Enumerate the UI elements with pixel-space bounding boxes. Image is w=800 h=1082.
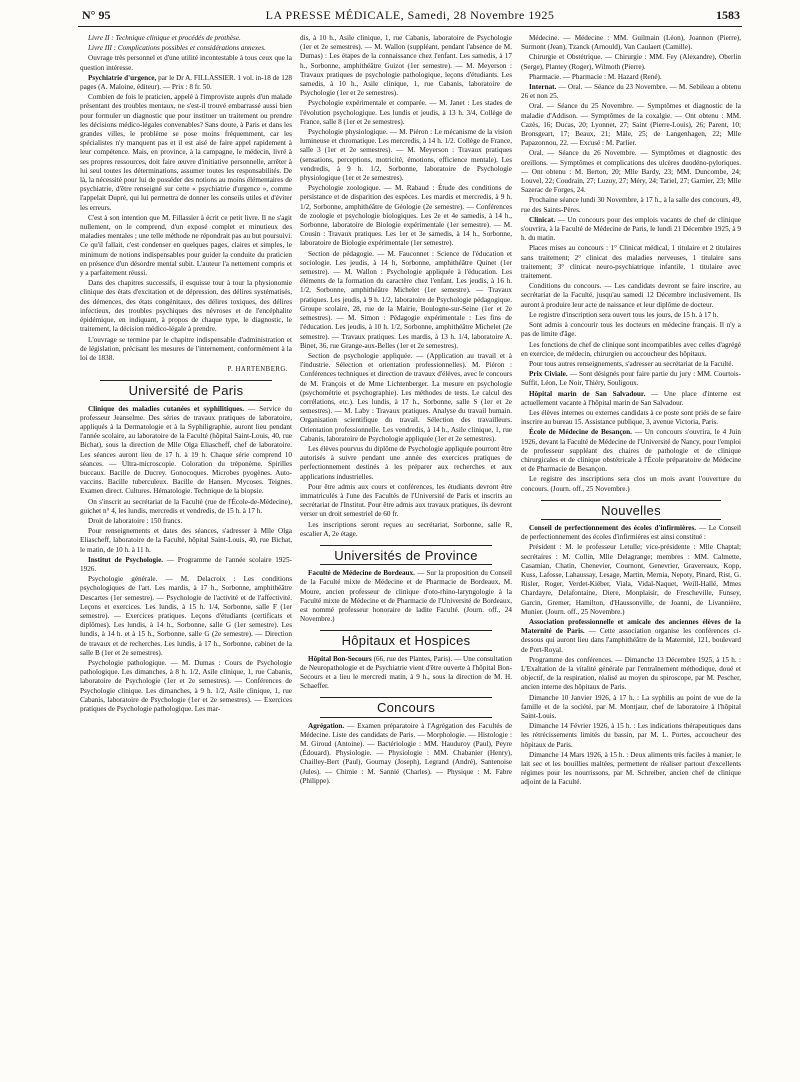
section-rule bbox=[320, 717, 492, 718]
news-item-title: Agrégation. bbox=[308, 721, 345, 730]
news-paragraph: Conditions du concours. — Les candidats devront se faire inscrire, au secrétariat de la Faculté, jusqu'au samedi 12 Décembre inclusivement. Ils auront à produire leur acte de naissance et leur diplôme de docteur. bbox=[521, 282, 741, 309]
news-paragraph: Dimanche 14 Mars 1926, à 15 h. : Deux aliments très faciles à manier, le lait sec et les bouillies maltées, permettent de réaliser partout d'excellents régimes pour les nourrissons, par M. Schreiber, ancien chef de clinique adjoint de la Faculté. bbox=[521, 750, 741, 787]
news-paragraph: Oral. — Séance du 25 Novembre. — Symptômes et diagnostic de la maladie d'Addison. — Symptômes de la coxalgie. — Ont obtenu : MM. Cazès, 16; Ducas, 20; Lyonnet, 27; Saint (Pierre-Louis), 26; Parent, 10; Bronsgeart, 17; Beaux, 21; Mâle, 25; de Langenhagen, 22; Mlle Papazonnou, 22. — Excusé : M. Parlier. bbox=[521, 102, 741, 148]
news-paragraph: Dimanche 14 Février 1926, à 15 h. : Les indications thérapeutiques dans les rétrécissements limités du bassin, par M. L. Portes, accoucheur des hôpitaux de Paris. bbox=[521, 722, 741, 749]
news-paragraph: Les élèves pourvus du diplôme de Psychologie appliquée pourront être autorisés à suivre pendant une année des exercices pratiques de perfectionnement destinés à les préparer aux recherches et aux applications industrielles. bbox=[300, 444, 512, 481]
review-paragraph: Combien de fois le praticien, appelé à l'improviste auprès d'un malade présentant des troubles mentaux, ne s'est-il trouvé embarrassé aussi bien pour formuler un diagnostic que pour instituer un traitement ou prendre les décisions médico-légales convenables? Sans doute, à Paris et dans les grandes villes, le problème se pose moins fréquemment, car les spécialistes n'y manquent pas et il est aisé de faire appel rapidement à leur compétence. Mais, en province, à la campagne, le médecin, livré à ses propres ressources, doit faire œuvre d'initiative personnelle, arrêter à lui seul toutes les déterminations, assumer toutes les responsabilités. De là, la nécessité pour lui de posséder des notions au moins élémentaires de psychiatrie, d'être renseigné sur cette « psychiatrie d'urgence », comme l'appelait Dupré, qui lui permettra de donner les conseils utiles et d'éviter les erreurs. bbox=[80, 93, 292, 212]
column-3 bbox=[521, 34, 741, 1074]
news-paragraph: Psychologie physiologique. — M. Piéron : Le mécanisme de la vision lumineuse et chromatique. Les mercredis, à 14 h. 1/2. Collège de France, salle 3 (1er et 2e semestres). — M. Meyerson : Travaux pratiques (sensations, perceptions, motricité, émotions, efficience mentale). Les vendredis, à 9 h. 1/2, Sorbonne, laboratoire de Psychologie physiologique (1er et 2e semestres). bbox=[300, 128, 512, 183]
news-item bbox=[521, 370, 741, 388]
news-item bbox=[300, 722, 512, 786]
issue-number: N° 95 bbox=[82, 8, 111, 22]
section-title: Concours bbox=[376, 700, 436, 716]
news-paragraph: Psychologie générale. — M. Delacroix : Les conditions psychologiques de l'art. Les mardis, à 17 h., Sorbonne, amphithéâtre Descartes (1er semestre). — Psychologie de l'activité et de l'affectivité. Leçons et exercices. Les lundis, à 15 h. 1/4, Sorbonne, salle F (1er semestre). — Exercices pratiques. Leçons d'étudiants (certificats et diplômes). Les lundis, à 14 h., Sorbonne, salle G (1er semestre). Les lundis, à 14 h. et à 15 h., Sorbonne, salle G (2e semestre). — Direction de travaux et de recherches. Les lundis, à 17 h., Sorbonne, cabinet de la salle B (1er et 2e semestres). bbox=[80, 575, 292, 657]
column-2 bbox=[300, 34, 512, 1074]
news-paragraph: Président : M. le professeur Letulle; vice-présidente : Mlle Chaptal; secrétaires : M. Collin, Mlle Delagrange; membres : MM. Calmette, Casamian, Chatin, Chenevier, Cournont, Genevrier, Gravereaux, Kopp, Kuss, Lafosse, Lahaussay, Lesage, Martin, Mernia, Nepoty, Pinard, Rist, G. Risler, Roger, Verdet-Kiéber, Viala, Vidal-Naquet, Weill-Hallé, Mmes Chardayre, Delafontaine, Diere, Monplaisir, de Frescheville, Funsey, Garcin, Gremer, Hamilton, d'Haussonville, de Joanni, de Livannière, Munier. (Journ. off., 25 Novembre.) bbox=[521, 543, 741, 616]
news-item-title: Conseil de perfectionnement des écoles d'infirmières. bbox=[529, 523, 697, 532]
section-title: Université de Paris bbox=[128, 383, 244, 399]
news-item-body: (66, rue des Plantes, Paris). — Une consultation de Neuropathologie et de Psychiatrie vient d'être ouverte à l'hôpital Bon-Secours et a lieu le mercredi matin, à 9 h., sous la direction de M. H. Schaeffer. bbox=[300, 654, 512, 691]
book-part-3: Livre III : Complications possibles et considérations annexes. bbox=[88, 44, 266, 53]
news-item bbox=[80, 556, 292, 574]
news-item-title: Clinicat. bbox=[529, 215, 556, 224]
news-item-title: Clinique des maladies cutanées et syphilitiques. bbox=[88, 404, 245, 413]
news-paragraph: dis, à 10 h., Asile clinique, 1, rue Cabanis, laboratoire de Psychologie (1er et 2e semestres). — M. Wallon (suppléant, pendant l'absence de M. Dumas) : Les étapes de la connaissance chez l'enfant. Les samedis, à 17 h., Sorbonne, amphithéâtre Guizot (1er semestre). — M. Meyerson : Travaux pratiques de psychologie pathologique, leçons d'étudiants. Les samedis, à 10 h., Asile clinique, 1, rue Cabanis, laboratoire de Psychologie (1er et 2e semestres). bbox=[300, 34, 512, 98]
book-part-2: Livre II : Technique clinique et procédés de prothèse. bbox=[88, 34, 241, 42]
section-rule bbox=[100, 400, 272, 401]
news-paragraph: Le registre d'inscription sera ouvert tous les jours, de 15 h. à 17 h. bbox=[529, 310, 719, 319]
news-item-body: — Une place d'interne est actuellement vacante à l'hôpital marin de San Salvadour. bbox=[521, 389, 741, 407]
news-paragraph: Oral. — Séance du 26 Novembre. — Symptômes et diagnostic des oreillons. — Symptômes et complications des ulcères duodéno-pyloriques. — Ont obtenu : M. Berton, 20; Mlle Bardy, 23; MM. Duncombe, 24; Louvel, 22; Coudrain, 27; Luzuy, 27; Méry, 24; Tariel, 27; Garnier, 23; Mlle Sazerac de Forges, 24. bbox=[521, 149, 741, 195]
section-rule bbox=[541, 519, 721, 520]
news-paragraph: Médecine. — Médecine : MM. Guilmain (Léon), Joannon (Pierre), Surmont (Jean), Tzanck (Arnould), Van Caulaert (Camille). bbox=[521, 34, 741, 52]
news-item-title: Faculté de Médecine de Bordeaux. bbox=[308, 569, 415, 578]
section-title: Hôpitaux et Hospices bbox=[341, 633, 471, 649]
page-number: 1583 bbox=[716, 8, 740, 22]
news-paragraph: Pour être admis aux cours et conférences, les étudiants devront être immatriculés à l'une des Facultés de l'Université de Paris et inscrits au secrétariat de l'Institut. Pour être admis aux travaux pratiques, ils devront verser un droit semestriel de 60 fr. bbox=[300, 482, 512, 519]
news-paragraph: Psychologie zoologique. — M. Rabaud : Étude des conditions de persistance et de disparition des espèces. Les mardis et mercredis, à 9 h. 1/2, Sorbonne, amphithéâtre de Géologie (2e semestre). — Conférences de zoologie et psychologie biologiques. Les 2e et 4e samedis, à 14 h., Sorbonne, laboratoire de Biologie expérimentale (1er semestre). — M. Cousin : Travaux pratiques. Les 1er et 3e samedis, à 14 h., Sorbonne, laboratoire de Biologie expérimentale (1er semestre). bbox=[300, 184, 512, 248]
section-title: Universités de Province bbox=[334, 547, 478, 563]
news-item-body: — Cette association organise les conférences ci-dessous qui auront lieu dans l'amphithéâtre de la Maternité, 121, boulevard de Port-Royal. bbox=[521, 627, 741, 654]
news-item-title: Hôpital marin de San Salvadour. bbox=[529, 389, 646, 398]
header-rule bbox=[78, 26, 742, 27]
news-paragraph: Places mises au concours : 1° Clinicat médical, 1 titulaire et 2 titulaires sans traitement; 2° clinicat des maladies nerveuses, 1 titulaire sans traitement; 3° clinicat neuro-psychiatrique infantile, 1 titulaire avec traitement. bbox=[521, 244, 741, 281]
news-item-body: — Un concours s'ouvrira, le 4 Juin 1926, devant la Faculté de Médecine de l'Université de Nancy, pour l'emploi de professeur suppléant des chaires de pathologie et de clinique chirurgicales et de clinique obstétricale à l'École préparatoire de Médecine et de Pharmacie de Besançon. bbox=[521, 428, 741, 474]
review-paragraph: Ouvrage très personnel et d'une utilité incontestable à tous ceux que la question intéresse. bbox=[80, 54, 292, 72]
section-header bbox=[300, 697, 512, 717]
section-header bbox=[521, 500, 741, 520]
news-paragraph: Section de psychologie appliquée. — (Application au travail et à l'industrie. Sélection et orientation professionnelles). M. Piéron : Conférences techniques et direction de travaux d'élèves, avec le concours de M. François et de Mme Lichtenberger. La mesure en psychologie (psychométrie et psychographie). Les méthodes de tests. Le calcul des corrélations, etc.). Les lundis, à 17 h., Sorbonne, salle S (1er et 2e semestres). — M. Laby : Travaux pratiques. Analyse du travail humain. Organisation scientifique du travail. Sélection des travailleurs. Orientation professionnelle. Les vendredis, à 14 h., Asile clinique, 1, rue Cabanis, laboratoire de Psychologie appliquée (1er et 2e semestres). bbox=[300, 351, 512, 443]
news-paragraph: Psychologie pathologique. — M. Dumas : Cours de Psychologie pathologique. Les dimanches, à 8 h. 1/2, Asile clinique, 1, rue Cabanis, laboratoire de Psychologie (1er et 2e semestres). — Conférences de Psychologie clinique. Les dimanches, à 9 h. 1/2, Asile clinique, 1, rue Cabanis, laboratoire de Psychologie (1er et 2e semestres). — Exercices pratiques de Psychologie pathologique. Les mar- bbox=[80, 659, 292, 714]
news-paragraph: Sont admis à concourir tous les docteurs en médecine français. Il n'y a pas de limite d'âge. bbox=[521, 321, 741, 339]
news-item bbox=[300, 655, 512, 692]
news-paragraph: On s'inscrit au secrétariat de la Faculté (rue de l'École-de-Médecine), guichet n° 4, les lundis, mercredis et vendredis, de 15 h. à 17 h. bbox=[80, 497, 292, 515]
news-paragraph: Les élèves internes ou externes candidats à ce poste sont priés de se faire inscrire au bureau 15. Assistance publique, 3, avenue Victoria, Paris. bbox=[521, 408, 741, 427]
news-item bbox=[521, 428, 741, 474]
news-paragraph: Prochaine séance lundi 30 Novembre, à 17 h., à la salle des concours, 49, rue des Saints-Pères. bbox=[521, 196, 741, 214]
review-signature: P. HARTENBERG. bbox=[227, 366, 288, 374]
page-header bbox=[78, 6, 742, 26]
journal-title: LA PRESSE MÉDICALE, Samedi, 28 Novembre 1925 bbox=[265, 8, 555, 22]
news-item-body: — Un concours pour des emplois vacants de chef de clinique s'ouvrira, à la Faculté de Médecine de Paris, le lundi 21 Décembre 1925, à 9 h. du matin. bbox=[521, 215, 741, 243]
news-paragraph: Psychologie expérimentale et comparée. — M. Janet : Les stades de l'évolution psychologique. Les lundis et jeudis, à 13 h. 3/4, Collège de France, salle 8 (1er et 2e semestres). bbox=[300, 99, 512, 126]
news-paragraph: Pour tous autres renseignements, s'adresser au secrétariat de la Faculté. bbox=[529, 359, 734, 368]
news-paragraph: Les fonctions de chef de clinique sont incompatibles avec celles d'agrégé en exercice, de médecin, chirurgien ou accoucheur des hôpitaux. bbox=[521, 340, 741, 358]
news-item bbox=[521, 390, 741, 408]
news-item-body: — Service du professeur Jeanselme. Des séries de travaux pratiques de laboratoire, appliqués à la Dermatologie et à la Syphiligraphie, auront lieu pendant l'année scolaire, au laboratoire de la Faculté (hôpital Saint-Louis, 40, rue Bichat), sous la direction de Mlle Olga Eliascheff, chef de laboratoire. Les séances auront lieu de 17 h. à 19 h. Chaque série comprend 10 séances. — Ultra-microscopie. Coloration du tréponème. Spirilles buccaux. Bacille de Ducrey. Gonocoques. Microbes pyogènes. Auto-vaccins. Bacille tuberculeux. Bacille de Hansen. Mycoses. Teignes. Examen direct. Cultures. Hématologie. Technique de la biopsie. bbox=[80, 404, 292, 496]
news-paragraph: Les inscriptions seront reçues au secrétariat, Sorbonne, salle R, escalier A, 2e étage. bbox=[300, 520, 512, 538]
news-item-body: — Le Conseil de perfectionnement des écoles d'infirmières est ainsi constitué : bbox=[521, 523, 741, 542]
section-rule bbox=[320, 564, 492, 565]
section-header bbox=[80, 380, 292, 400]
news-paragraph: Le registre des inscriptions sera clos un mois avant l'ouverture du concours. (Journ. off., 25 Novembre.) bbox=[521, 475, 741, 493]
section-title: Nouvelles bbox=[601, 502, 661, 518]
book-entry bbox=[80, 74, 292, 92]
news-paragraph: Chirurgie et Obstétrique. — Chirurgie : MM. Fey (Alexandre), Oberlin (Serge), Planteу (Roger), Wilmoth (Pierre). bbox=[521, 53, 741, 71]
section-header bbox=[300, 545, 512, 565]
news-item bbox=[521, 83, 741, 101]
news-paragraph: Section de pédagogie. — M. Fauconnet : Science de l'éducation et sociologie. Les jeudis, à 14 h, Sorbonne, amphithéâtre Quinet (1er semestre). — M. Wallon : Psychologie appliquée à l'éducation. Les éléments de la formation du caractère chez l'enfant. Les jeudis, à 16 h. 1/2, Sorbonne, amphithéâtre Michelet (1er semestre). — Travaux pratiques. Les jeudis, à 9 h. 1/2, laboratoire de Psychologie pédagogique. Groupe scolaire, 28, rue de la Mairie, Boulogne-sur-Seine (1er et 2e semestres). — M. Simon : Pédagogie expérimentale : Les fins de l'éducation. Les jeudis, à 10 h. 1/2, Sorbonne, amphithéâtre Michelet (2e semestre). — Travaux pratiques. Les mardis, à 13 h. 1/4, laboratoire A. Binet, 36, rue Grange-aux-Belles (1er et 2e semestres). bbox=[300, 249, 512, 350]
news-paragraph: Pharmacie. — Pharmacie : M. Hazard (René). bbox=[529, 72, 662, 81]
news-item-body: — Sont désignés pour faire partie du jury : MM. Courtois-Suffit, Léon, Le Noir, Thiéry, Souligoux. bbox=[521, 370, 741, 388]
news-item bbox=[521, 216, 741, 244]
news-item-title: Hôpital Bon-Secours bbox=[308, 654, 372, 663]
news-item-title: Association professionnelle et amicale des anciennes élèves de la Maternité de Paris. bbox=[521, 617, 741, 636]
book-details: par le Dr A. FILLASSIER. 1 vol. in-18 de 128 pages (A. Maloine, éditeur). — Prix : 8 fr. 50. bbox=[80, 73, 292, 92]
review-paragraph: C'est à son intention que M. Fillassier à écrit ce petit livre. Il ne s'agit nullement, on le comprend, d'un exposé complet et minutieux des maladies mentales ; une telle méthode ne répondrait pas au but poursuivi. Ce qu'il fallait, c'est condenser en quelques pages, claires et simples, le minimum de notions indispensables pour guider la conduite du praticien en présence d'un désordre mental subit. L'auteur l'a nettement compris et y a parfaitement réussi. bbox=[80, 213, 292, 278]
news-item-title: Institut de Psychologie. bbox=[88, 555, 164, 564]
news-item bbox=[80, 405, 292, 497]
news-paragraph: Programme des conférences. — Dimanche 13 Décembre 1925, à 15 h. : L'Exaltation de la vitalité générale par l'entraînement méthodique, doué et objectif, de la respiration, réalisé au moyen du spiroscope, par M. Pescher, ancien interne des hôpitaux de Paris. bbox=[521, 655, 741, 692]
section-header bbox=[300, 630, 512, 650]
news-item-title: Prix Civiale. bbox=[529, 370, 568, 379]
news-item-body: — Examen préparatoire à l'Agrégation des Facultés de Médecine. Liste des candidats de Paris. — Morphologie. — Histologie : M. Giroud (Antoine). — Bactériologie : MM. Haudurоy (Paul), Peyre (Édouard). Physiologie. — Physiologie : MM. Chabanier (Henry), Chailley-Bert (Paul), Gournay (Joseph), Legrand (André), Santenoise (Jules). — Chimie : M. Sannié (Charles). — Physique : M. Fabre (Philippe). bbox=[300, 721, 512, 785]
news-paragraph: Droit de laboratoire : 150 francs. bbox=[88, 516, 183, 525]
section-rule bbox=[320, 650, 492, 651]
news-item-body: — Oral. — Séance du 23 Novembre. — M. Sebileau a obtenu 26 et non 25. bbox=[521, 83, 741, 101]
news-item-title: École de Médecine de Besançon. bbox=[529, 428, 632, 437]
news-item bbox=[300, 569, 512, 624]
review-paragraph: Dans des chapitres successifs, il esquisse tour à tour la physionomie clinique des états d'excitation et de dépression, des délires systématisés, des démences, des états congénitaux, des délires toxiques, des délires infectieux, des troubles psychiques des névroses et de l'encéphalite épidémique, en indiquant, à propos de chaque type, le diagnostic, le traitement, la décision médico-légale à prendre. bbox=[80, 279, 292, 334]
news-paragraph: Dimanche 10 Janvier 1926, à 17 h. : La syphilis au point de vue de la famille et de la société, par M. Montjaur, chef de laboratoire à l'hôpital Saint-Louis. bbox=[521, 693, 741, 721]
news-item bbox=[521, 618, 741, 655]
book-title: Psychiatrie d'urgence, bbox=[88, 73, 157, 82]
news-item bbox=[521, 524, 741, 542]
news-item-body: — Sur la proposition du Conseil de la Faculté mixte de Médecine et de Pharmacie de Bordeaux, M. Moure, ancien professeur de clinique d'oto-rhino-laryngologie à la Faculté mixte de Médecine et de Pharmacie de l'Université de Bordeaux, est nommé professeur honoraire de ladite Faculté. (Journ. off., 24 Novembre.) bbox=[300, 569, 512, 624]
news-item-title: Internat. bbox=[529, 83, 557, 92]
news-paragraph: Pour renseignements et dates des séances, s'adresser à Mlle Olga Eliascheff, laboratoire de la Faculté, hôpital Saint-Louis, 40, rue Bichat, le matin, de 10 h. à 11 h. bbox=[80, 527, 292, 554]
news-item-body: — Programme de l'année scolaire 1925-1926. bbox=[80, 555, 292, 573]
review-paragraph: L'ouvrage se termine par le chapitre indispensable d'administration et de législation, précisant les mesures de l'internement, conformément à la loi de 1838. bbox=[80, 335, 292, 362]
column-1 bbox=[80, 34, 292, 1074]
